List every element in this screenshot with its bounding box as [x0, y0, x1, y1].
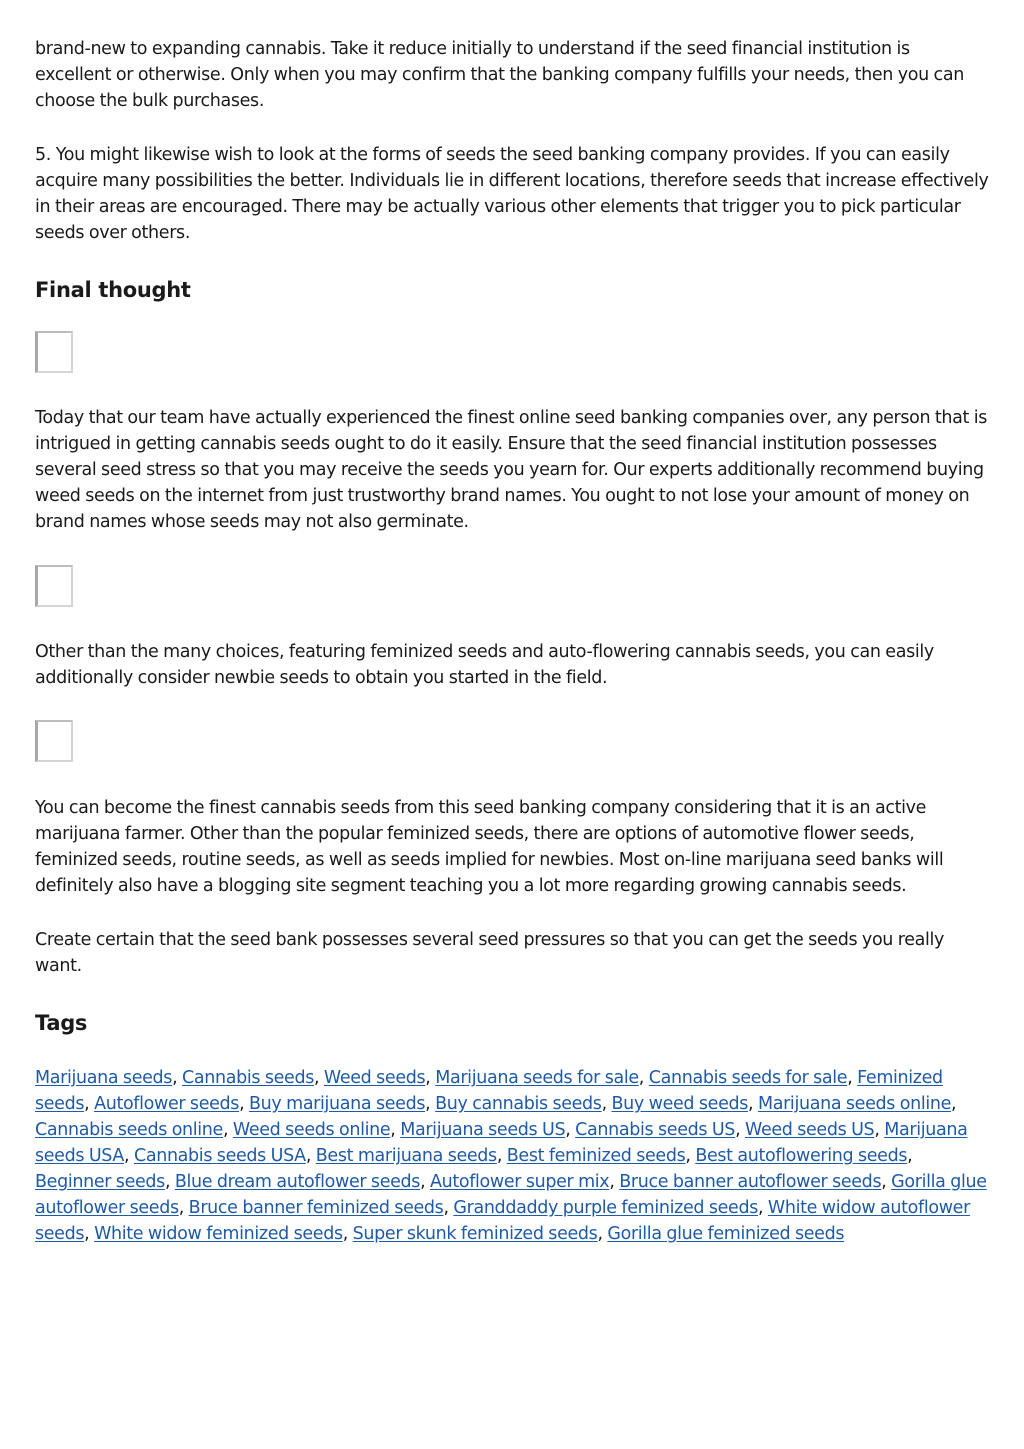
- tag-link[interactable]: Buy weed seeds: [611, 1094, 749, 1114]
- tag-link[interactable]: Bruce banner feminized seeds: [188, 1198, 444, 1218]
- heading-tags: Tags: [35, 1011, 88, 1035]
- tag-link[interactable]: Marijuana seeds: [35, 1068, 173, 1088]
- tag-link[interactable]: White widow autoflower seeds: [35, 1198, 970, 1244]
- paragraph-today: Today that our team have actually experienced the finest online seed banking companies over, any person that is intrigued in getting cannabis seeds ought to do it easily. Ensure that the seed financial institution possesses several seed stress so that you may receive the seeds you yearn for. Our experts additionally recommend buying weed seeds on the internet from just trustworthy brand names. You ought to not lose your amount of money on brand names whose seeds may not also germinate.: [35, 408, 988, 532]
- tag-separator: ,: [84, 1224, 95, 1244]
- tag-separator: ,: [239, 1094, 249, 1114]
- paragraph-other-than: Other than the many choices, featuring feminized seeds and auto-flowering cannabis seeds, you can easily additionally consider newbie seeds to obtain you started in the field.: [35, 642, 934, 688]
- tag-separator: ,: [735, 1120, 746, 1140]
- tag-separator: ,: [443, 1198, 454, 1218]
- tag-separator: ,: [874, 1120, 885, 1140]
- tag-link[interactable]: Best marijuana seeds: [315, 1146, 497, 1166]
- tag-link[interactable]: Weed seeds online: [232, 1120, 391, 1140]
- tag-link[interactable]: Best feminized seeds: [506, 1146, 686, 1166]
- tag-link[interactable]: Super skunk feminized seeds: [352, 1224, 598, 1244]
- tag-link[interactable]: Beginner seeds: [35, 1172, 165, 1192]
- tag-link[interactable]: Weed seeds US: [745, 1120, 875, 1140]
- tag-link[interactable]: Feminized seeds: [35, 1068, 943, 1114]
- tag-link[interactable]: Buy cannabis seeds: [435, 1094, 602, 1114]
- tag-separator: ,: [881, 1172, 892, 1192]
- tag-separator: ,: [496, 1146, 507, 1166]
- tag-separator: ,: [164, 1172, 175, 1192]
- tag-separator: ,: [597, 1224, 608, 1244]
- tag-separator: ,: [757, 1198, 768, 1218]
- tag-separator: ,: [565, 1120, 576, 1140]
- tag-separator: ,: [124, 1146, 134, 1166]
- tag-link[interactable]: Cannabis seeds USA: [133, 1146, 306, 1166]
- tag-link[interactable]: White widow feminized seeds: [94, 1224, 343, 1244]
- tag-link[interactable]: Buy marijuana seeds: [249, 1094, 426, 1114]
- tag-separator: ,: [685, 1146, 696, 1166]
- tag-separator: ,: [748, 1094, 758, 1114]
- tag-separator: ,: [609, 1172, 620, 1192]
- article-body: [35, 36, 990, 1247]
- broken-image-icon: [35, 331, 73, 373]
- tag-separator: ,: [390, 1120, 401, 1140]
- broken-image-icon: [35, 565, 73, 607]
- tag-link[interactable]: Weed seeds: [323, 1068, 426, 1088]
- tag-separator: ,: [342, 1224, 353, 1244]
- tag-separator: ,: [907, 1146, 913, 1166]
- tag-link[interactable]: Blue dream autoflower seeds: [174, 1172, 421, 1192]
- tag-separator: ,: [425, 1094, 436, 1114]
- tag-link[interactable]: Granddaddy purple feminized seeds: [453, 1198, 758, 1218]
- tag-link[interactable]: Marijuana seeds online: [757, 1094, 952, 1114]
- tag-link[interactable]: Cannabis seeds for sale: [648, 1068, 848, 1088]
- tag-link[interactable]: Marijuana seeds for sale: [435, 1068, 639, 1088]
- tag-link[interactable]: Cannabis seeds US: [575, 1120, 736, 1140]
- tag-separator: ,: [305, 1146, 316, 1166]
- tag-separator: ,: [638, 1068, 649, 1088]
- tag-list: [35, 1065, 990, 1247]
- tag-link[interactable]: Cannabis seeds: [182, 1068, 314, 1088]
- tag-link[interactable]: Bruce banner autoflower seeds: [619, 1172, 882, 1192]
- tag-link[interactable]: Best autoflowering seeds: [695, 1146, 908, 1166]
- paragraph-intro: brand-new to expanding cannabis. Take it reduce initially to understand if the seed financial institution is excellent or otherwise. Only when you may confirm that the banking company fulfills your needs, then you can choose the bulk purchases.: [35, 39, 964, 111]
- heading-final-thought: Final thought: [35, 278, 191, 302]
- tag-separator: ,: [601, 1094, 612, 1114]
- broken-image-icon: [35, 720, 73, 762]
- tag-separator: ,: [84, 1094, 95, 1114]
- tag-separator: ,: [425, 1068, 436, 1088]
- tag-separator: ,: [178, 1198, 189, 1218]
- tag-separator: ,: [172, 1068, 182, 1088]
- tag-separator: ,: [847, 1068, 858, 1088]
- paragraph-become: You can become the finest cannabis seeds from this seed banking company considering that it is an active marijuana farmer. Other than the popular feminized seeds, there are options of automotive flower seeds, feminized seeds, routine seeds, as well as seeds implied for newbies. Most on-line marijuana seed banks will definitely also have a blogging site segment teaching you a lot more regarding growing cannabis seeds.: [35, 798, 944, 896]
- tag-link[interactable]: Autoflower seeds: [94, 1094, 240, 1114]
- tag-link[interactable]: Cannabis seeds online: [35, 1120, 223, 1140]
- paragraph-create: Create certain that the seed bank possesses several seed pressures so that you can get the seeds you really want.: [35, 930, 945, 976]
- tag-separator: ,: [222, 1120, 233, 1140]
- paragraph-point-5: 5. You might likewise wish to look at the forms of seeds the seed banking company provides. If you can easily acquire many possibilities the better. Individuals lie in different locations, therefore seeds that increase effectively in their areas are encouraged. There may be actually various other elements that trigger you to pick particular seeds over others.: [35, 145, 989, 243]
- tag-link[interactable]: Gorilla glue autoflower seeds: [35, 1172, 987, 1218]
- tag-link[interactable]: Gorilla glue feminized seeds: [607, 1224, 845, 1244]
- tag-separator: ,: [420, 1172, 430, 1192]
- tag-link[interactable]: Marijuana seeds US: [400, 1120, 566, 1140]
- tag-link[interactable]: Marijuana seeds USA: [35, 1120, 968, 1166]
- tag-link[interactable]: Autoflower super mix: [430, 1172, 610, 1192]
- tag-separator: ,: [313, 1068, 324, 1088]
- tag-separator: ,: [951, 1094, 957, 1114]
